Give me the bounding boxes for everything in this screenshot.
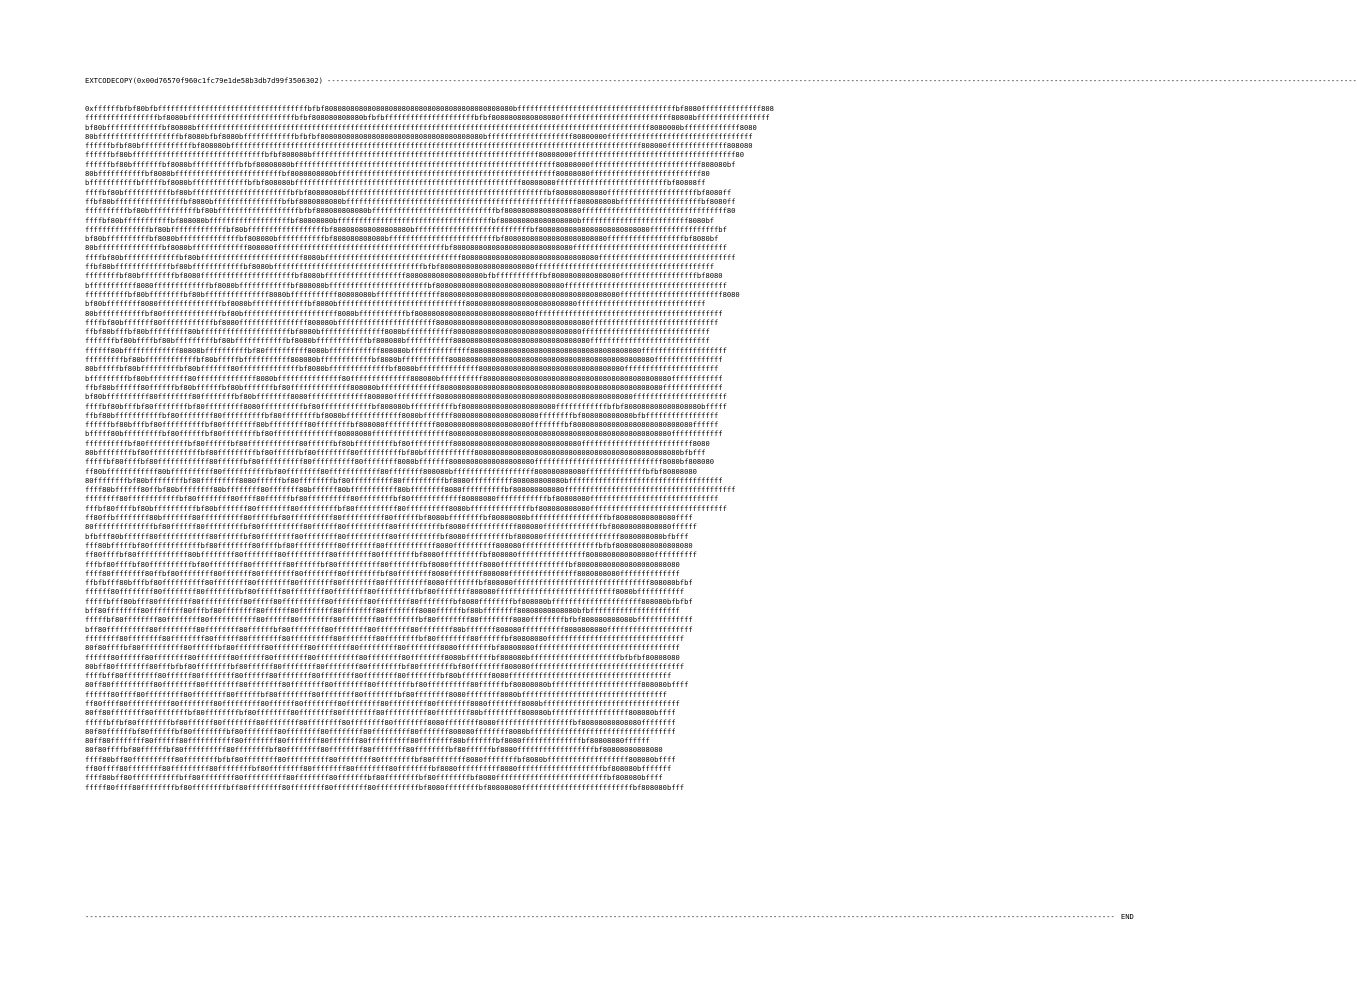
hex-row: fffffbfff80bfff80ffffffff80ffffffffff80fffff80ffffffffff80ffffffff80ffffffff80ffffffffbf8080ffffffffbf808080bfffffffffffffffffffff808080bfbfbf — [85, 596, 693, 606]
hex-row: ffbf80bfffbf80bfffffffff80bfffffffffffffffffffffbf8080bfffffffffffffff8080bfffffffffff808080808080808080808080808080ffffffffffffffffffffffffffffff — [85, 327, 710, 337]
hex-row: ffbf80bfffffffffffbf80ffffffff80ffffffffffbf80ffffffffbf8080bfffffffffffff8080bfffffff80808080808080808080ffffffffbf808080808080bfbfffffffffffffffff — [85, 410, 719, 420]
hex-row: ffffffffbf80bffffffffbf8080ffffffffffffffffffffffbf8080bfffffffffffffffffff808080808080808080bfbfffffffffffbf8080808080808080ffffffffffffffffffbf8080 — [85, 271, 723, 281]
hex-row: bff80ffffffff80ffffffff80fffbf80ffffffff80ffffff80ffffffff80ffffffff80ffffffff8080ffffffbf80bffffffff80808080808080bfbfffffffffffffffffffff — [85, 606, 680, 616]
hex-row: bfffff80bfffffffffbf80ffffffbf80ffffffffbf80fffffffffffffff80808080ffffffffffffffffff8080808080808080808080808080808080808080808080808080ffffffffffff — [85, 429, 723, 439]
hex-row: fffbf80ffffbf80bffffffffffbf80bfffffff80ffffffff80fffffffffbf80ffffffffff80ffffffffff8080bffffffffffffffbf808080808080ffffffffffffffffffffffffffffffff — [85, 503, 727, 513]
hex-row: 80bffffffffbf80ffffffffffffbf80fffffffffbf80ffffffbf80ffffffff80ffffffffffbf80bffffffffffff808080808080808080808080808080808080808080808080bfbfff — [85, 447, 706, 457]
hex-row: fffffffffffffffffbf8080bfffffffffffffffffffffffffbfbf808080808080bfbfbfffffffffffffffffffffbfbf8080808080808080ffffffffffffffffffffffffff80808bfffffffffffffffff — [85, 113, 770, 123]
header-line — [85, 76, 1357, 86]
hex-row: ffffbf80bfffffffffffffbf80bffffffffffffffffffffffff8080bffffffffffffffffffffffffffffffff80808080808080808080808080808080ffffffffffffffffffffffffffffffff — [85, 252, 736, 262]
hex-row: bfffffffffff8080fffffffffffffbf8080bffffffffffffbf808080bfffffffffffffffffffffffbf808080808080808080808080808080ffffffffffffffffffffffffffffffffffffff — [85, 280, 727, 290]
hex-row: fffffbffbf80ffffffffbf80ffffff80ffffffff80ffffffff80ffffffff80ffffffff80ffffffff8080ffffffff8080ffffffffffffffffffbf80808080808080ffffffff — [85, 717, 676, 727]
hex-row: ffffbf80bfffffff80ffffffffffffbf8080ffffffffffffffff808080bfffffffffffffffffffffff808080808080808080808080808080808080ffffffffffffffffffffffffffffff — [85, 317, 719, 327]
hex-row: 80ffffffffffffffbf80ffffff80fffffffffbf80ffffffffff80ffffff80ffffffffff80ffffffffffbf8080ffffffffffff808080ffffffffffffffbf80808080808080ffffff — [85, 522, 697, 532]
hex-row: ffff80bff80fffffffffffbff80ffffffff80ffffffffff80ffffffff80fffffffbf80ffffffffbf80ffffffffbf8080ffffffffffffffffffffffffffbf808080bffff — [85, 773, 663, 783]
hex-row: ffffbff80ffffffff80ffffff80ffffffff80ffffff80ffffffff80ffffffff80ffffffff80ffffffffbf80bfffffff8080ffffffffffffffffffffffffffffffffffffff — [85, 671, 672, 681]
hex-row: bfffffffffbf80bfffffffff80ffffffffffffff8080bfffffffffffffff80ffffffffffffff808080bffffffffff80808080808080808080808080808080808080808080ffffffffffff — [85, 373, 723, 383]
hex-row: fffffbf80ffffbf80ffffffffffff80ffffffbf80ffffffffff80ffffffffff80ffffffff8080bfffffff80808080808080808080ffffffffffffffffffffffffffffff8080bf808080 — [85, 457, 715, 467]
hex-row: 80bfffffffffffbf80ffffffffffffffbf80bffffffffffffffffffffff8080bfffffffffffbf8080808080808080808080808080ffffffffffffffffffffffffffffffffffffffffffff — [85, 308, 723, 318]
header-label: EXTCODECOPY(0x00d76570f960c1fc79e1de58b3db7d99f3506302) — [85, 76, 323, 85]
hex-row: ffffff80bfffffffffffff80808bffffffffffbf80ffffffffff8080bffffffffffff808080bffffffffffffff8080808080808080808080808080808080808080ffffffffffffffffffff — [85, 345, 727, 355]
hex-row: ffff80bffffff80ffbf80bffffffff80bffffffff80fffffff80bffffff80bfffffffffff80bffffffff8080ffffffffffbf808080808080ffffffffffffffffffffffffffffffffffffffff — [85, 485, 736, 495]
hex-row: 80ff80ffffffff80ffffff80fffffffffff80ffffffff80ffffffff80fffffff80ffffffffff80ffffffff80bfffffffbf8080ffffffffffffffbf80808080ffffff — [85, 736, 650, 746]
hex-row: fffbf80ffffbf80ffffffffffbf80ffffffff80ffffffff80ffffffbf80ffffffffff80ffffffffbf8080ffffffff8080ffffffffffffffffbf808080808080808080808080 — [85, 559, 680, 569]
hex-row: 80f80ffffbf80ffffffbf80ffffffffff80ffffffffbf80ffffffff80ffffffff80ffffffff80ffffffffbf80ffffffbf8080ffffffffffffffffffbf80808080808080 — [85, 745, 663, 755]
hex-row: ffbf80bffffffffffffffffbf8080bffffffffffffffffbfbf8080808080bffffffffffffffffffffffffffffffffffffffffffffffffffffff808080808bfffffffffffffffffffbf8080ff — [85, 196, 736, 206]
hex-row: ffffbf80bfffffffffffbf80bfffffffffffffffffffffffbfbf80808080bfffffffffffffffffffffffffffffffffffffffffffffffbf808080808080fffffffffffffffffffffbf8080ff — [85, 187, 732, 197]
hex-row: ffffbf80bfffbf80ffffffffbf80fffffffff8080ffffffffffbf80ffffffffffffbf808080bffffffffffbf8080808080808080808080ffffffffffffbfbf808080808080808080bfffff — [85, 401, 727, 411]
hex-row: 80ff80ffffffff80ffffffffbf80ffffffffbf80ffffffff80ffffffff80ffffffff80ffffffffff80ffffffff80bfffffffff808080bffffffffffffffffff808080bffff — [85, 708, 676, 718]
hex-dump — [85, 104, 915, 894]
hex-row: ffffffffffbf80ffffffffffbf80ffffffbf80ffffffffffff80ffffffbf80bfffffffffbf80ffffffffff808080808080808080808080808080ffffffffffffffffffffffffff8080 — [85, 438, 710, 448]
footer-label: END — [1120, 912, 1134, 921]
hex-row: ffffffffffbf80bfffffffffffbf80bfffffffffffffffffffbfbf808080808080bfffffffffffffffffffffffffffffbf808080808080808080ffffffffffffffffffffffffffffffffff80 — [85, 206, 736, 216]
hex-row: ff80ffffbf80ffffffffffff80bffffffff80ffffffff80ffffffffff80ffffffff80ffffffffbf8080ffffffffffbf808080ffffffffffffffff8080808080808080ffffffffff — [85, 550, 697, 560]
hex-row: ffffffbf80bfffffffffffffffffffffffffffffffbfbf808080bfffffffffffffffffffffffffffffffffffffffffffffffffffff80808000ffffffffffffffffffffffffffffffffffffff80 — [85, 150, 744, 160]
hex-row: ffffffffffbf80bffffffffbf80bfffffffffffffff8080bfffffffffff80808080bfffffffffffffff808080808080808080808080808080808080808080ffffffffffffffffffffffff8080 — [85, 289, 740, 299]
hex-row: ffffff80ffffffff80ffffffff80ffffffffbf80ffffff80ffffffff80ffffffff80ffffffffffbf80ffffffff808080ffffffffffffffffffffffffffff8080bfffffffffff — [85, 587, 685, 597]
hex-row: ffffffff80ffffffff80ffffffff80ffffff80ffffffff80ffffffffff80ffffffff80ffffffffbf80ffffffff80ffffffbf80808080ffffffffffffffffffffffffffffffff — [85, 633, 685, 643]
hex-row: bf80bffffffff8080fffffffffffffffbf8080bfffffffffffffbf8080bffffffffffffffffffffffffffffff80808080808080808080808080ffffffffffffffffffffffffffffff — [85, 299, 706, 309]
hex-row: ffbf80bffffff80ffffffbf80bffffffbf80bfffffffbf80ffffffffffffff808080bffffffffffffff8080808080808080808080808080808080808080808080808080ffffffffffffff — [85, 382, 723, 392]
hex-row: ff80bffffffffffff80bffffffffff80fffffffffffbf80ffffffff80ffffffffffff80ffffffff808080bfffffffffffffffffff808080808080ffffffffffffffbfbf80808080 — [85, 466, 697, 476]
hex-row: ff80ffbffffffff80bfffffff80ffffffffff80fffffbf80ffffffffff80ffffffffff80ffffffbf8080bffffffffbf80808080bffffffffffffffffffbf80808080808080ffff — [85, 513, 693, 523]
hex-row: bfffffffffffbfffffbf8080bfffffffffffffbfbf808080bfffffffffffffffffffffffffffffffffffffffffffffffffffff80808080ffffffffffffffffffffffffffbf80808ff — [85, 178, 706, 188]
hex-row: ffbfbfff80bfffbf80ffffffffff80ffffffff80ffffffff80ffffffff80ffffffff80ffffffffff8080ffffffffbf808080ffffffffffffffffffffffffffffffff808080bfbf — [85, 578, 693, 588]
hex-row: fffffbf80ffffffff80ffffffff80fffffffffff80ffffff80ffffffff80ffffffff80ffffffffbf80ffffffff80ffffffff8080ffffffffbfbf808080808080bfffffffffffff — [85, 615, 693, 625]
hex-row: 80bfffffffffffffffbf8080bfffffffffffff808080ffffffffffffffffffffffffffffffffffffffffbf8080808080808080808080808080ffffffffffffffffffffffffffffffffffff — [85, 243, 727, 253]
hex-row: fffffffffbf80bffffffffffffbf80bfffffbfffffffffff808080bffffffffffffbf8080bfffffffffff808080808080808080808080808080808080808080808080ffffffffffffffff — [85, 355, 723, 365]
hex-row: ffffff80ffffff80ffffffff80ffffffff80ffffff80ffffffff80ffffffffff80ffffffff80ffffffff8080bffffffbf808080bfffffffffffffffffffffbfbfbf80808080 — [85, 652, 680, 662]
hex-row: bf80bfffffffffffffbf80808bffffffffffffffffffffffffffffffffffffffffffffffffffffffffffffffffffffffffffffffffffffffffffffffffffffffffff8080000bfffffffffffff8080 — [85, 122, 757, 132]
hex-row: ffffffbfbf80bffffffffffffbf808080bffffffffffffffffffffffffffffffffffffffffffffffffffffffffffffffffffffffffffffffffffffffffffffffff808000ffffffffffffff808080 — [85, 141, 753, 151]
hex-row: 80f80ffffbf80ffffffffff80ffffffbf80fffffff80ffffffff80ffffffff80fffffffff80ffffffff8080ffffffffbf80808080ffffffffffffffffffffffffffffffffff — [85, 643, 680, 653]
hex-row: bfbfff80bffffff80ffffffffffff80ffffffbf80ffffffff80ffffffff80ffffffffff80ffffffffffbf8080ffffffffffbf808080ffffffffffffffffff8080808080bfbfff — [85, 531, 689, 541]
hex-row: 80bff80ffffffff80fffbfbf80ffffffffbf80ffffff80ffffffff80ffffffff80ffffffffbf80ffffffffbf80ffffffff808080ffffffffffffffffffffffffffffffffffff — [85, 661, 685, 671]
hex-row: ffffffbf80bfffbf80ffffffffffbf80ffffffff80bfffffffff80ffffffffbf808080ffffffffffff8080808080808080808080ffffffffbf8080808080808080808080808080ffffff — [85, 420, 719, 430]
hex-row: bf80bffffffffffbf8080bffffffffffffffbf808080bfffffffffffbf808080808080bfffffffffffffffffffffffffbf808080808080808080808080ffffffffffffffffffbf8080bf — [85, 234, 719, 244]
footer-rule: ---------------------------------------------------------------------------------------------------------------------------------------------------------------------------------------------------------------------------------------------- — [85, 912, 1115, 921]
hex-row: fffffffffffffffbf80bfffffffffffffbf80bffffffffffffffffffbf808080808080808080bfffffffffffffffffffffffffffbf80808080808080808080808080ffffffffffffffffbf — [85, 224, 727, 234]
hex-row: ff80ffff80ffffffffff80ffffffff80fffffffff80ffffff80ffffffff80ffffffff80fffffffff80ffffffff8080ffffffff8080bffffffffffffffffffffffffffffffff — [85, 699, 680, 708]
hex-row: ffff80ffffffff80ffbf80ffffffff80fffffff80ffffffff80ffffffff80ffffffffbf80ffffffff8080ffffffff808080ffffffffffffffff8080808080ffffffffffffff — [85, 568, 680, 578]
header-rule: ---------------------------------------------------------------------------------------------------------------------------------------------------------------------------------------------------------------------------------------------- — [327, 76, 1357, 85]
hex-row: 80ffffffffbf80bffffffffbf80fffffffff8080ffffffbf80ffffffffbf80ffffffffff80ffffffffffbf8080ffffffffff808080808080bffffffffffffffffffffffffffffffffffff — [85, 475, 723, 485]
hex-row: ffffffbf80bfffffffbf8080bfffffffffffbfbf80808080bfffffffffffffffffffffffffffffffffffffffffffffffffffffffffffff80808000ffffffffffffffffffffffffff808080bf — [85, 159, 736, 169]
hex-row: ffbf80bfffffffffffffbf80bffffffffffffbf8080bfffffffffffffffffffffffffffffffffffbfbf8080808080808080808080ffffffffffffffffffffffffffffffffffffffffff — [85, 262, 715, 272]
hex-row: bf80bffffffffff80ffffffff80ffffffffbf80bffffffff8080ffffffffffffff808080ffffffffff8080808080808080808080808080808080808080808080ffffffffffffffffffffff — [85, 392, 727, 402]
hex-row: 80f80ffffffbf80ffffffbf80ffffffffbf80ffffffff80ffffffff80ffffffff80fffffffff80fffffff808080ffffffff8080bffffffffffffffffffffffffffffffffff — [85, 726, 676, 736]
footer-line — [85, 912, 1134, 922]
hex-row: 80bfffffffffffffffffffbf8080bfbf8080bffffffffffffbfbfbf80808080808080808080808080808080808080bffffffffffffffffffff80800000ffffffffffffffffffffffffffffffffff — [85, 131, 753, 141]
hex-row: bff80ffffffffff80fffffffff80ffffffff80ffffffbf80ffffffff80ffffffff80ffffffff80ffffffff80bfffffff808080ffffffffff8080808080ffffffffffffffffffff — [85, 624, 693, 634]
hex-row: 80bfffffffffffbf8080bfffffffffffffffffffffffffbf8080808080bfffffffffffffffffffffffffffffffffffffffffffffffffff80808080ffffffffffffffffffffffffff80 — [85, 169, 710, 179]
hex-row: ffffbf80bfffffffffffbf808080bfffffffffffffffffffbf80808080bffffffffffffffffffffffffffffffffffffbf808080808080808080bfffffffffffffffffffffffff8080bf — [85, 215, 715, 225]
hex-row: fffffffbf80bffffbf80bfffffffffbf80bffffffffffffbf8080bffffffffffffbf808080bfffffffffff80808080808080808080808080808080ffffffffffffffffffffffffffff — [85, 336, 710, 346]
hex-row: ffffffff80ffffffffffffbf80ffffffff80ffff80ffffffbf80ffffffffff80ffffffffbf80ffffffffffff80808080ffffffffffffbf80808080ffffffffffffffffffffffffffffff — [85, 494, 719, 504]
hex-row: ff80ffff80ffffffff80fffffffff80ffffffffbf80ffffffff80ffffffff80ffffffff80ffffffffbf8080ffffffffff8080ffffffffffffffffffffbf808080bfffffff — [85, 764, 672, 774]
hex-row: 0xffffffbfbf80bfbfffffffffffffffffffffffffffffffffffbfbf80808080808080808080808080808080808080808080bfffffffffffffffffffffffffffffffffffffbf8080ffffffffffffff808 — [85, 104, 774, 113]
hex-row: ffffff80ffff80fffffffff80ffffffff80ffffffbf80ffffffff80ffffffff80ffffffffbf80ffffffff8080ffffffff8080bffffffffffffffffffffffffffffffffff — [85, 689, 667, 699]
hex-row: fffff80ffff80ffffffffbf80ffffffffbff80ffffffff80ffffffff80ffffffff80ffffffffffbf8080ffffffffbf80808080ffffffffffffffffffffffffffbf808080bfff — [85, 782, 685, 792]
hex-row: 80ff80ffffffffff80ffffffff80ffffffff80ffffffff80ffffffff80ffffffff80ffffffffbf80ffffffffff80ffffffbf80808080bfffffffffffffffffffff808080bffff — [85, 680, 689, 690]
hex-row: ffff80bff80ffffffffff80ffffffffbfbf80ffffffff80ffffffffff80ffffffff80ffffffffbf80ffffffff8080ffffffffbf8080bfffffffffffffffffff808080bffff — [85, 754, 676, 764]
hex-row: 80bfffffbf80bfffffffffbf80bfffffff80ffffffffffffffbf8080bffffffffffffffbf8080bffffffffffffff8080808080808080808080808080808080ffffffffffffffffffffff — [85, 364, 719, 374]
hex-row: fff80bfffffbf80ffffffffffffbf80ffffffff80ffffbf80ffffffffff80fffffff80ffffffffffff8080ffffffffff808080ffffffffffffffffffbfbf808080808080808080 — [85, 540, 693, 550]
